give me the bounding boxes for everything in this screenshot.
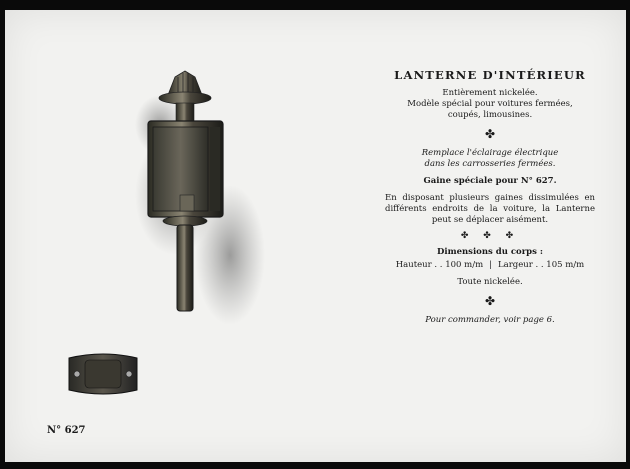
- replace-line-2: dans les carrosseries fermées.: [424, 159, 556, 169]
- fleuron-ornament: ✤: [484, 127, 496, 141]
- width-value: Largeur . . 105 m/m: [498, 260, 585, 270]
- order-text: Pour commander, voir page 6.: [425, 315, 555, 325]
- description-paragraph: En disposant plusieurs gaines dissimulées en différents endroits de la voiture, la Lanterne peut se déplacer aisément.: [385, 193, 595, 225]
- finish-text: Toute nickelée.: [457, 277, 523, 287]
- triple-ornament: ✤ ✤ ✤: [460, 231, 520, 241]
- catalog-page: [5, 10, 626, 462]
- bracket-illustration: [63, 350, 143, 400]
- intro-line-2: Modèle spécial pour voitures fermées,: [407, 99, 573, 109]
- dimensions-separator: |: [489, 260, 492, 270]
- model-number: N° 627: [47, 425, 86, 436]
- page-title: LANTERNE D'INTÉRIEUR: [394, 68, 586, 82]
- dimensions-heading: Dimensions du corps :: [436, 247, 544, 257]
- dimensions-row: [385, 260, 595, 271]
- lantern-illustration: [120, 65, 300, 365]
- replace-line-1: Remplace l'éclairage électrique: [421, 148, 559, 158]
- intro-line-3: coupés, limousines.: [447, 110, 533, 120]
- fleuron-ornament-2: ✤: [484, 294, 496, 308]
- height-value: Hauteur . . 100 m/m: [395, 260, 484, 270]
- description-column: [385, 70, 595, 326]
- gaine-text: Gaine spéciale pour N° 627.: [423, 176, 557, 186]
- intro-line-1: Entièrement nickelée.: [442, 88, 538, 98]
